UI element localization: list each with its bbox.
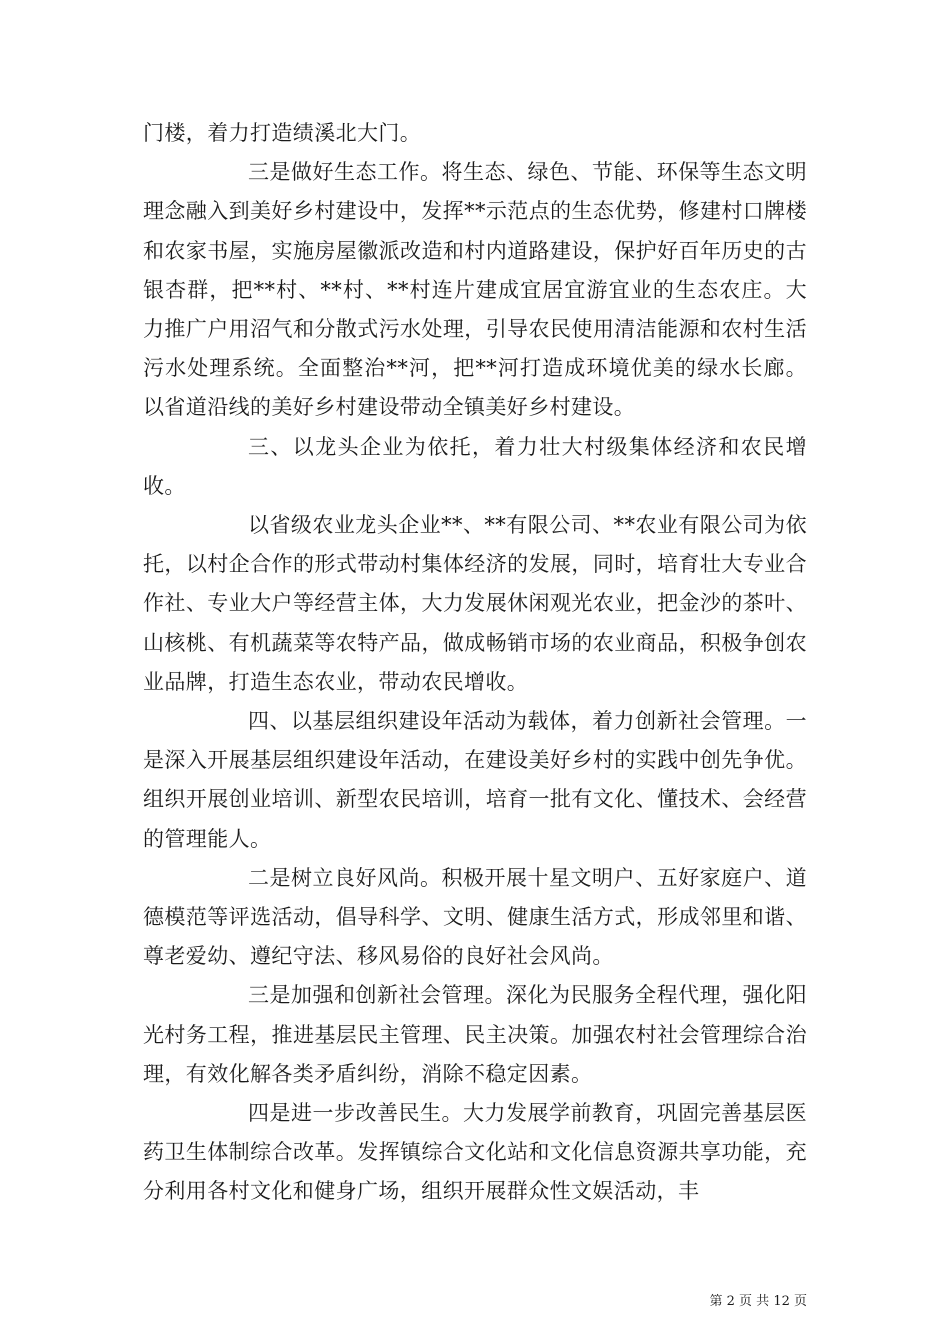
document-body [143,114,807,1212]
paragraph-social-management: 三是加强和创新社会管理。深化为民服务全程代理，强化阳光村务工程，推进基层民主管理、民主决策。加强农村社会管理综合治理，有效化解各类矛盾纠纷，消除不稳定因素。 [143,983,807,1086]
paragraph-continuation: 门楼，着力打造绩溪北大门。 [143,121,422,145]
paragraph-enterprise: 以省级农业龙头企业**、**有限公司、**农业有限公司为依托，以村企合作的形式带动村集体经济的发展，同时，培育壮大专业合作社、专业大户等经营主体，大力发展休闲观光农业，把金沙的茶叶、山核桃、有机蔬菜等农特产品，做成畅销市场的农业商品，积极争创农业品牌，打造生态农业，带动农民增收。 [143,513,807,694]
paragraph-livelihood: 四是进一步改善民生。大力发展学前教育，巩固完善基层医药卫生体制综合改革。发挥镇综合文化站和文化信息资源共享功能，充分利用各村文化和健身广场，组织开展群众性文娱活动，丰 [143,1101,807,1204]
page-number-footer [710,1290,807,1309]
section-heading-4: 四、以基层组织建设年活动为载体，着力创新社会管理。一是深入开展基层组织建设年活动，在建设美好乡村的实践中创先争优。组织开展创业培训、新型农民培训，培育一批有文化、懂技术、会经营的管理能人。 [143,709,807,851]
paragraph-social-customs: 二是树立良好风尚。积极开展十星文明户、五好家庭户、道德模范等评选活动，倡导科学、文明、健康生活方式，形成邻里和谐、尊老爱幼、遵纪守法、移风易俗的良好社会风尚。 [143,865,807,969]
paragraph-ecology: 三是做好生态工作。将生态、绿色、节能、环保等生态文明理念融入到美好乡村建设中，发挥**示范点的生态优势，修建村口牌楼和农家书屋，实施房屋徽派改造和村内道路建设，保护好百年历史的古银杏群，把**村、**村、**村连片建成宜居宜游宜业的生态农庄。大力推广户用沼气和分散式污水处理，引导农民使用清洁能源和农村生活污水处理系统。全面整治**河，把**河打造成环境优美的绿水长廊。以省道沿线的美好乡村建设带动全镇美好乡村建设。 [143,160,807,420]
section-heading-3: 三、以龙头企业为依托，着力壮大村级集体经济和农民增收。 [143,434,807,498]
page-number-label: 第 2 页 共 12 页 [709,1294,807,1309]
